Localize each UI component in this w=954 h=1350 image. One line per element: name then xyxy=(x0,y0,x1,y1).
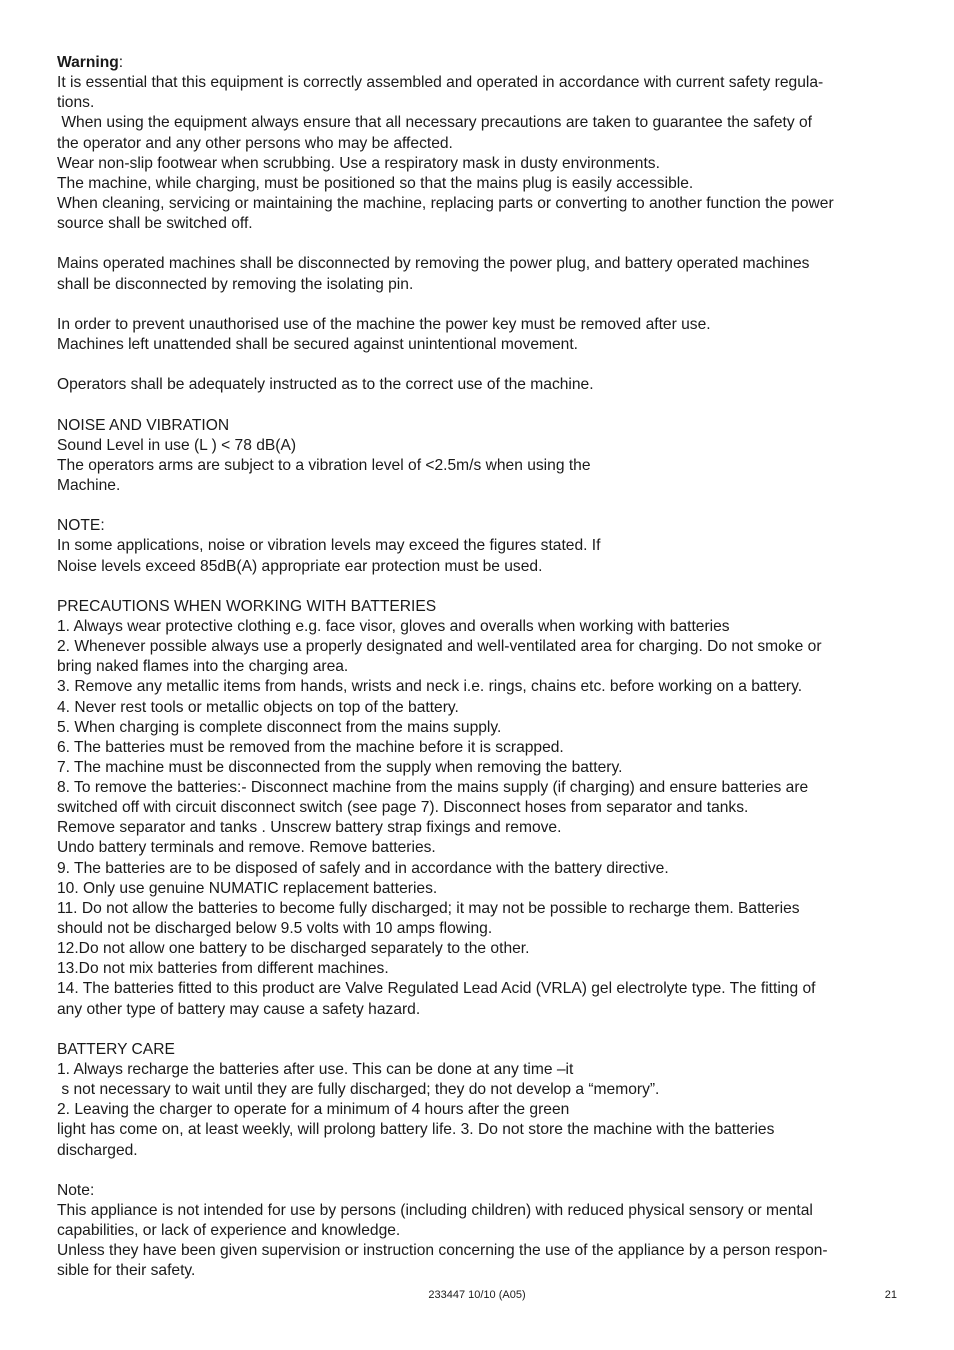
document-code: 233447 10/10 (A05) xyxy=(428,1289,526,1301)
noise-vibration-section xyxy=(57,416,899,497)
battery-precaution-line: 11. Do not allow the batteries to become fully discharged; it may not be possible to recharge them. Batteries xyxy=(57,899,800,917)
warning-line: the operator and any other persons who may be affected. xyxy=(57,134,453,152)
noise-line: Sound Level in use (L ) < 78 dB(A) xyxy=(57,436,297,454)
battery-precaution-line: 4. Never rest tools or metallic objects on top of the battery. xyxy=(57,698,459,716)
paragraph-gap xyxy=(57,1020,899,1040)
appliance-note-section xyxy=(57,1181,899,1282)
battery-care-section xyxy=(57,1040,899,1161)
warning-section xyxy=(57,53,899,234)
operators-line: Operators shall be adequately instructed as to the correct use of the machine. xyxy=(57,376,594,394)
battery-precaution-line: 13.Do not mix batteries from different machines. xyxy=(57,960,389,978)
battery-precaution-line: bring naked flames into the charging area. xyxy=(57,658,349,676)
paragraph-gap xyxy=(57,355,899,375)
paragraph-gap xyxy=(57,1161,899,1181)
battery-precaution-line: 9. The batteries are to be disposed of safely and in accordance with the battery directive. xyxy=(57,859,669,877)
document-body xyxy=(57,53,899,1282)
battery-precaution-line: should not be discharged below 9.5 volts with 10 amps flowing. xyxy=(57,920,493,938)
paragraph-gap xyxy=(57,234,899,254)
battery-precautions-heading: PRECAUTIONS WHEN WORKING WITH BATTERIES xyxy=(57,597,437,615)
note-line: In some applications, noise or vibration levels may exceed the figures stated. If xyxy=(57,537,601,555)
battery-precaution-line: 1. Always wear protective clothing e.g. face visor, gloves and overalls when working with batteries xyxy=(57,617,730,635)
paragraph-gap xyxy=(57,295,899,315)
battery-precaution-line: Remove separator and tanks . Unscrew battery strap fixings and remove. xyxy=(57,819,562,837)
noise-heading: NOISE AND VIBRATION xyxy=(57,416,230,434)
battery-precaution-line: switched off with circuit disconnect switch (see page 7). Disconnect hoses from separator and tanks. xyxy=(57,799,749,817)
operators-paragraph xyxy=(57,375,899,395)
paragraph-gap xyxy=(57,577,899,597)
battery-care-line: light has come on, at least weekly, will prolong battery life. 3. Do not store the machine with the batteries xyxy=(57,1121,775,1139)
note-line: This appliance is not intended for use by persons (including children) with reduced physical sensory or mental xyxy=(57,1202,813,1220)
battery-precaution-line: 6. The batteries must be removed from the machine before it is scrapped. xyxy=(57,738,564,756)
battery-precaution-line: 5. When charging is complete disconnect from the mains supply. xyxy=(57,718,502,736)
note-line: capabilities, or lack of experience and knowledge. xyxy=(57,1222,401,1240)
paragraph-gap xyxy=(57,496,899,516)
mains-disconnect-paragraph xyxy=(57,254,899,294)
battery-precautions-section xyxy=(57,597,899,1020)
note-line: Noise levels exceed 85dB(A) appropriate ear protection must be used. xyxy=(57,557,543,575)
battery-precaution-line: 14. The batteries fitted to this product are Valve Regulated Lead Acid (VRLA) gel electrolyte type. The fitting of xyxy=(57,980,816,998)
unauthorised-line: Machines left unattended shall be secured against unintentional movement. xyxy=(57,335,578,353)
noise-line: The operators arms are subject to a vibration level of <2.5m/s when using the xyxy=(57,456,591,474)
warning-line: tions. xyxy=(57,94,95,112)
battery-precaution-line: 10. Only use genuine NUMATIC replacement batteries. xyxy=(57,879,438,897)
battery-care-line: s not necessary to wait until they are fully discharged; they do not develop a “memory”. xyxy=(57,1081,660,1099)
noise-line: Machine. xyxy=(57,476,121,494)
battery-precaution-line: 2. Whenever possible always use a properly designated and well-ventilated area for charging. Do not smoke or xyxy=(57,638,822,656)
warning-line: The machine, while charging, must be positioned so that the mains plug is easily accessible. xyxy=(57,174,694,192)
noise-note-section xyxy=(57,516,899,576)
battery-precaution-line: 8. To remove the batteries:- Disconnect machine from the mains supply (if charging) and ensure batteries are xyxy=(57,779,809,797)
battery-care-heading: BATTERY CARE xyxy=(57,1040,175,1058)
warning-line: source shall be switched off. xyxy=(57,215,253,233)
page-number: 21 xyxy=(884,1289,897,1301)
unauthorised-use-paragraph xyxy=(57,315,899,355)
battery-care-line: 2. Leaving the charger to operate for a minimum of 4 hours after the green xyxy=(57,1101,570,1119)
warning-colon: : xyxy=(118,54,124,71)
warning-line: It is essential that this equipment is correctly assembled and operated in accordance with current safety regula- xyxy=(57,74,824,92)
warning-heading: Warning xyxy=(57,54,119,71)
battery-care-line: 1. Always recharge the batteries after use. This can be done at any time –it xyxy=(57,1061,574,1079)
battery-care-line: discharged. xyxy=(57,1141,138,1159)
warning-line: When using the equipment always ensure that all necessary precautions are taken to guarantee the safety of xyxy=(57,114,813,132)
warning-heading-line xyxy=(57,53,899,73)
note-line: sible for their safety. xyxy=(57,1262,196,1280)
paragraph-gap xyxy=(57,395,899,415)
mains-line: shall be disconnected by removing the isolating pin. xyxy=(57,275,414,293)
unauthorised-line: In order to prevent unauthorised use of the machine the power key must be removed after use. xyxy=(57,315,711,333)
mains-line: Mains operated machines shall be disconnected by removing the power plug, and battery operated machines xyxy=(57,255,810,273)
note-line: Unless they have been given supervision or instruction concerning the use of the appliance by a person respon- xyxy=(57,1242,828,1260)
warning-line: Wear non-slip footwear when scrubbing. Use a respiratory mask in dusty environments. xyxy=(57,154,660,172)
battery-precaution-line: any other type of battery may cause a safety hazard. xyxy=(57,1000,421,1018)
battery-precaution-line: 7. The machine must be disconnected from the supply when removing the battery. xyxy=(57,758,623,776)
warning-line: When cleaning, servicing or maintaining the machine, replacing parts or converting to another function the power xyxy=(57,194,834,212)
battery-precaution-line: Undo battery terminals and remove. Remove batteries. xyxy=(57,839,436,857)
battery-precaution-line: 12.Do not allow one battery to be discharged separately to the other. xyxy=(57,940,530,958)
note-heading: NOTE: xyxy=(57,517,105,535)
battery-precaution-line: 3. Remove any metallic items from hands, wrists and neck i.e. rings, chains etc. before working on a battery. xyxy=(57,678,803,696)
note-heading: Note: xyxy=(57,1181,95,1199)
